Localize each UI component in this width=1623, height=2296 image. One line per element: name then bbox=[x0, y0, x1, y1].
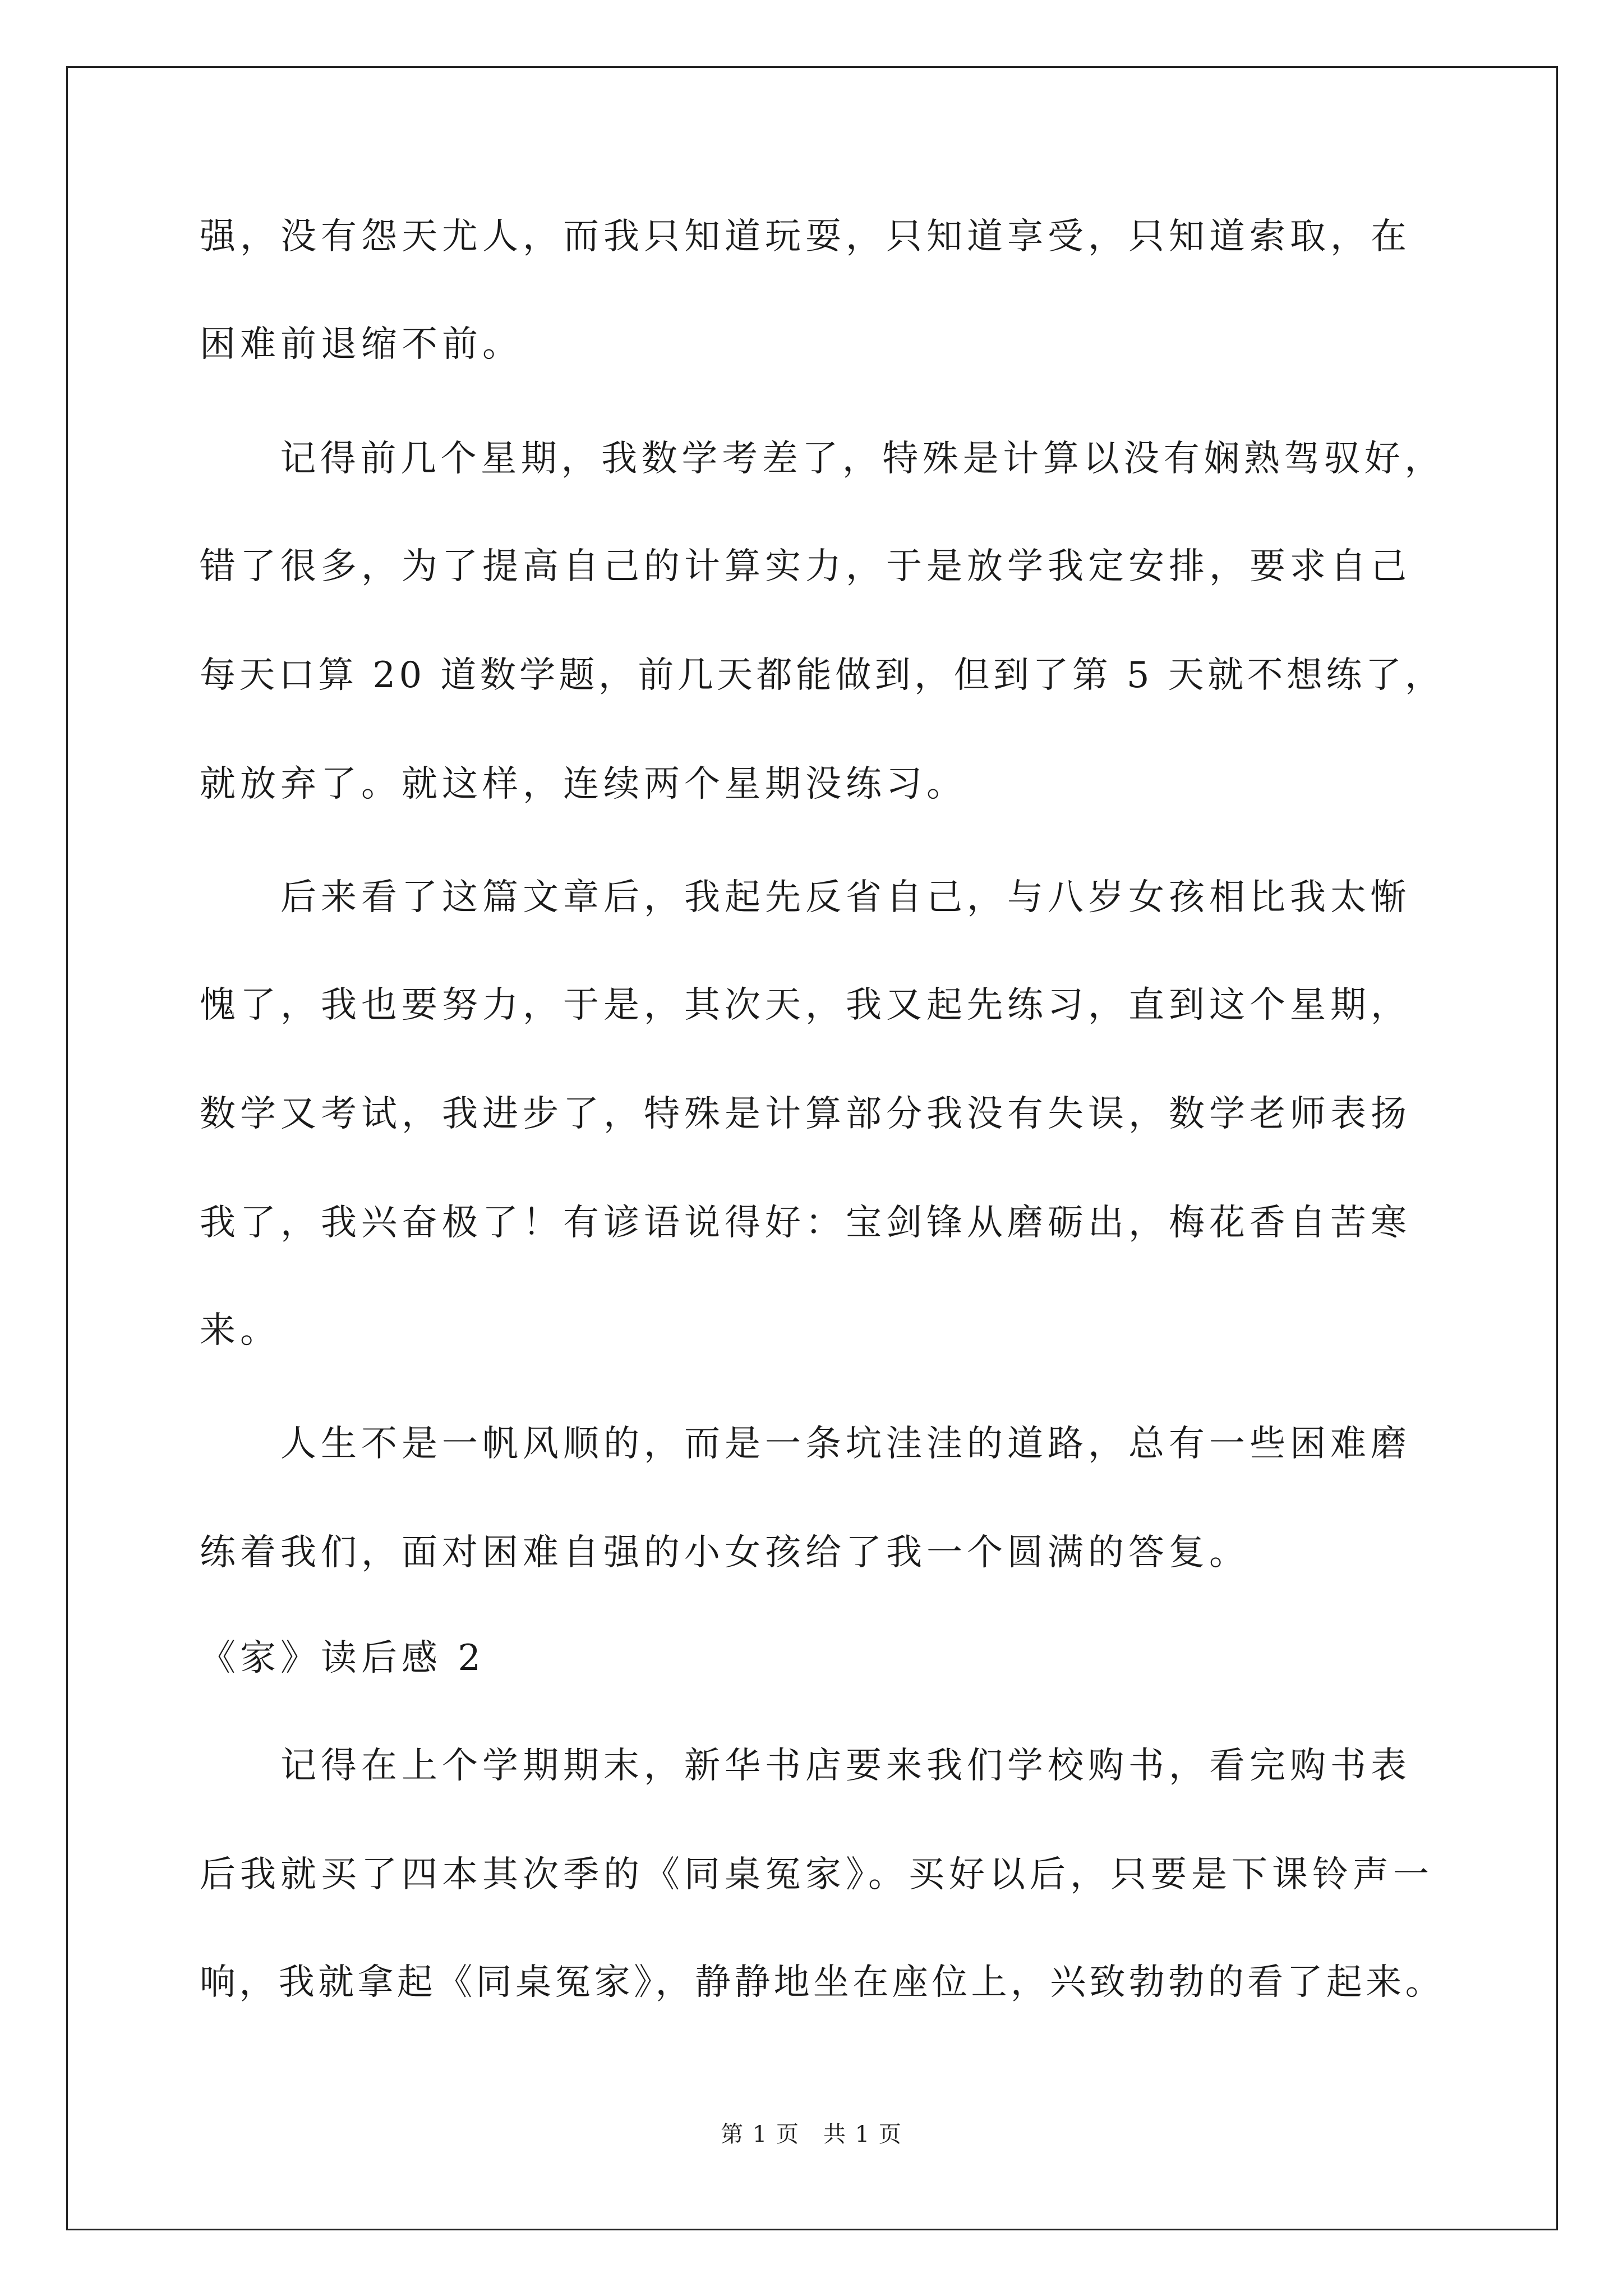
text-line: 记得前几个星期，我数学考差了，特殊是计算以没有娴熟驾驭好， bbox=[200, 438, 1445, 480]
section-heading: 《家》读后感 2 bbox=[200, 1637, 486, 1679]
text-line: 强，没有怨天尤人，而我只知道玩耍，只知道享受，只知道索取，在 bbox=[200, 216, 1411, 257]
text-line: 后来看了这篇文章后，我起先反省自己，与八岁女孩相比我太惭 bbox=[200, 877, 1411, 918]
page-border bbox=[66, 66, 1558, 2230]
text-line: 数学又考试，我进步了，特殊是计算部分我没有失误，数学老师表扬 bbox=[200, 1093, 1411, 1135]
text-line: 来。 bbox=[200, 1310, 280, 1351]
page-number-footer: 第 1 页 共 1 页 bbox=[721, 2122, 902, 2147]
text-line: 困难前退缩不前。 bbox=[200, 324, 523, 365]
text-line: 就放弃了。就这样，连续两个星期没练习。 bbox=[200, 763, 967, 805]
text-line: 错了很多，为了提高自己的计算实力，于是放学我定安排，要求自己 bbox=[200, 546, 1411, 587]
text-line: 愧了，我也要努力，于是，其次天，我又起先练习，直到这个星期， bbox=[200, 984, 1411, 1026]
text-line: 记得在上个学期期末，新华书店要来我们学校购书，看完购书表 bbox=[200, 1745, 1411, 1787]
text-line: 我了，我兴奋极了！有谚语说得好：宝剑锋从磨砺出，梅花香自苦寒 bbox=[200, 1202, 1411, 1244]
text-line: 每天口算 20 道数学题，前几天都能做到，但到了第 5 天就不想练了， bbox=[200, 655, 1445, 696]
text-line: 练着我们，面对困难自强的小女孩给了我一个圆满的答复。 bbox=[200, 1532, 1249, 1573]
text-line: 后我就买了四本其次季的《同桌冤家》。买好以后，只要是下课铃声一 bbox=[200, 1854, 1433, 1895]
text-line: 响，我就拿起《同桌冤家》，静静地坐在座位上，兴致勃勃的看了起来。 bbox=[200, 1962, 1445, 2003]
text-line: 人生不是一帆风顺的，而是一条坑洼洼的道路，总有一些困难磨 bbox=[200, 1423, 1411, 1465]
